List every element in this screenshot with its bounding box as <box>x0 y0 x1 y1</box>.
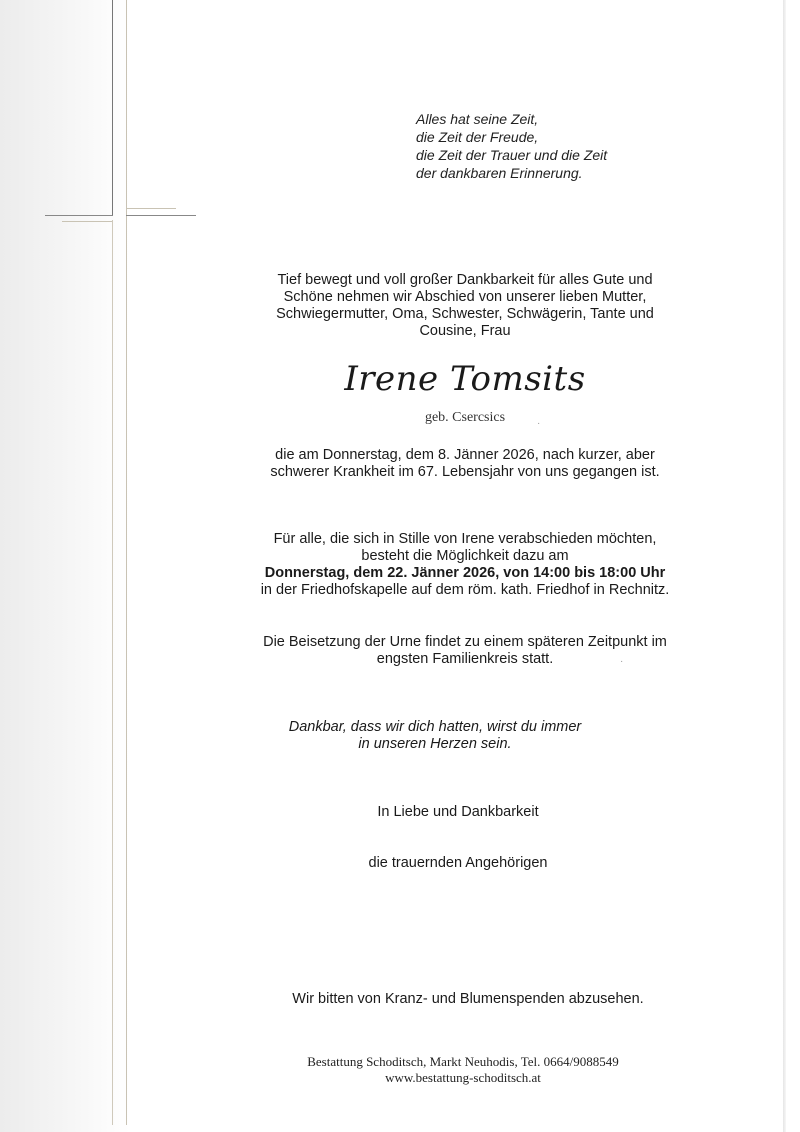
motto <box>416 110 676 182</box>
farewell-datetime: Donnerstag, dem 22. Jänner 2026, von 14:00 bis 18:00 Uhr <box>264 565 666 581</box>
cross-horizontal-line-2 <box>62 221 112 222</box>
urn-line: engsten Familienkreis statt. <box>376 651 554 667</box>
quote-line: Dankbar, dass wir dich hatten, wirst du immer <box>288 719 582 735</box>
urn-paragraph <box>220 634 710 668</box>
farewell-line: Für alle, die sich in Stille von Irene verabschieden möchten, <box>273 531 657 547</box>
death-notice <box>220 447 710 481</box>
intro-line: Cousine, Frau <box>419 323 511 339</box>
intro-line: Tief bewegt und voll großer Dankbarkeit für alles Gute und <box>277 272 653 288</box>
intro-paragraph <box>220 272 710 340</box>
closing-greeting: In Liebe und Dankbarkeit <box>377 804 539 820</box>
footer-company: Bestattung Schoditsch, Markt Neuhodis, Tel. 0664/9088549 <box>307 1054 619 1069</box>
cross-vertical-line-2 <box>112 220 113 1125</box>
intro-line: Schwiegermutter, Oma, Schwester, Schwägerin, Tante und <box>276 306 654 322</box>
footer-website: www.bestattung-schoditsch.at <box>385 1070 541 1085</box>
quote-line: in unseren Herzen sein. <box>358 736 512 752</box>
motto-line: der dankbaren Erinnerung. <box>416 165 583 181</box>
scan-speck: · <box>537 418 541 429</box>
closing-signature: die trauernden Angehörigen <box>368 855 548 871</box>
right-page-edge <box>783 0 786 1132</box>
left-shadow <box>0 0 130 1132</box>
birth-name: geb. Csercsics <box>424 410 506 425</box>
cross-vertical-line-1 <box>112 0 113 215</box>
cross-horizontal-line-4 <box>126 215 196 216</box>
intro-line: Schöne nehmen wir Abschied von unserer lieben Mutter, <box>283 289 647 305</box>
motto-line: Alles hat seine Zeit, <box>416 111 539 127</box>
farewell-location: in der Friedhofskapelle auf dem röm. kath. Friedhof in Rechnitz. <box>260 582 670 598</box>
deceased-name: Irene Tomsits <box>344 359 586 399</box>
farewell-line: besteht die Möglichkeit dazu am <box>361 548 569 564</box>
footer <box>218 1054 708 1086</box>
motto-line: die Zeit der Freude, <box>416 129 539 145</box>
cross-vertical-line-3 <box>126 0 127 1125</box>
death-notice-line: die am Donnerstag, dem 8. Jänner 2026, nach kurzer, aber <box>275 447 655 463</box>
urn-line: Die Beisetzung der Urne findet zu einem späteren Zeitpunkt im <box>263 634 667 650</box>
death-notice-line: schwerer Krankheit im 67. Lebensjahr von uns gegangen ist. <box>270 464 660 480</box>
cross-horizontal-line-3 <box>126 208 176 209</box>
cross-horizontal-line-1 <box>45 215 113 216</box>
farewell-paragraph <box>220 531 710 599</box>
quote <box>190 719 680 753</box>
motto-line: die Zeit der Trauer und die Zeit <box>416 147 608 163</box>
flowers-request: Wir bitten von Kranz- und Blumenspenden abzusehen. <box>292 991 644 1007</box>
scan-speck: · <box>620 656 624 667</box>
